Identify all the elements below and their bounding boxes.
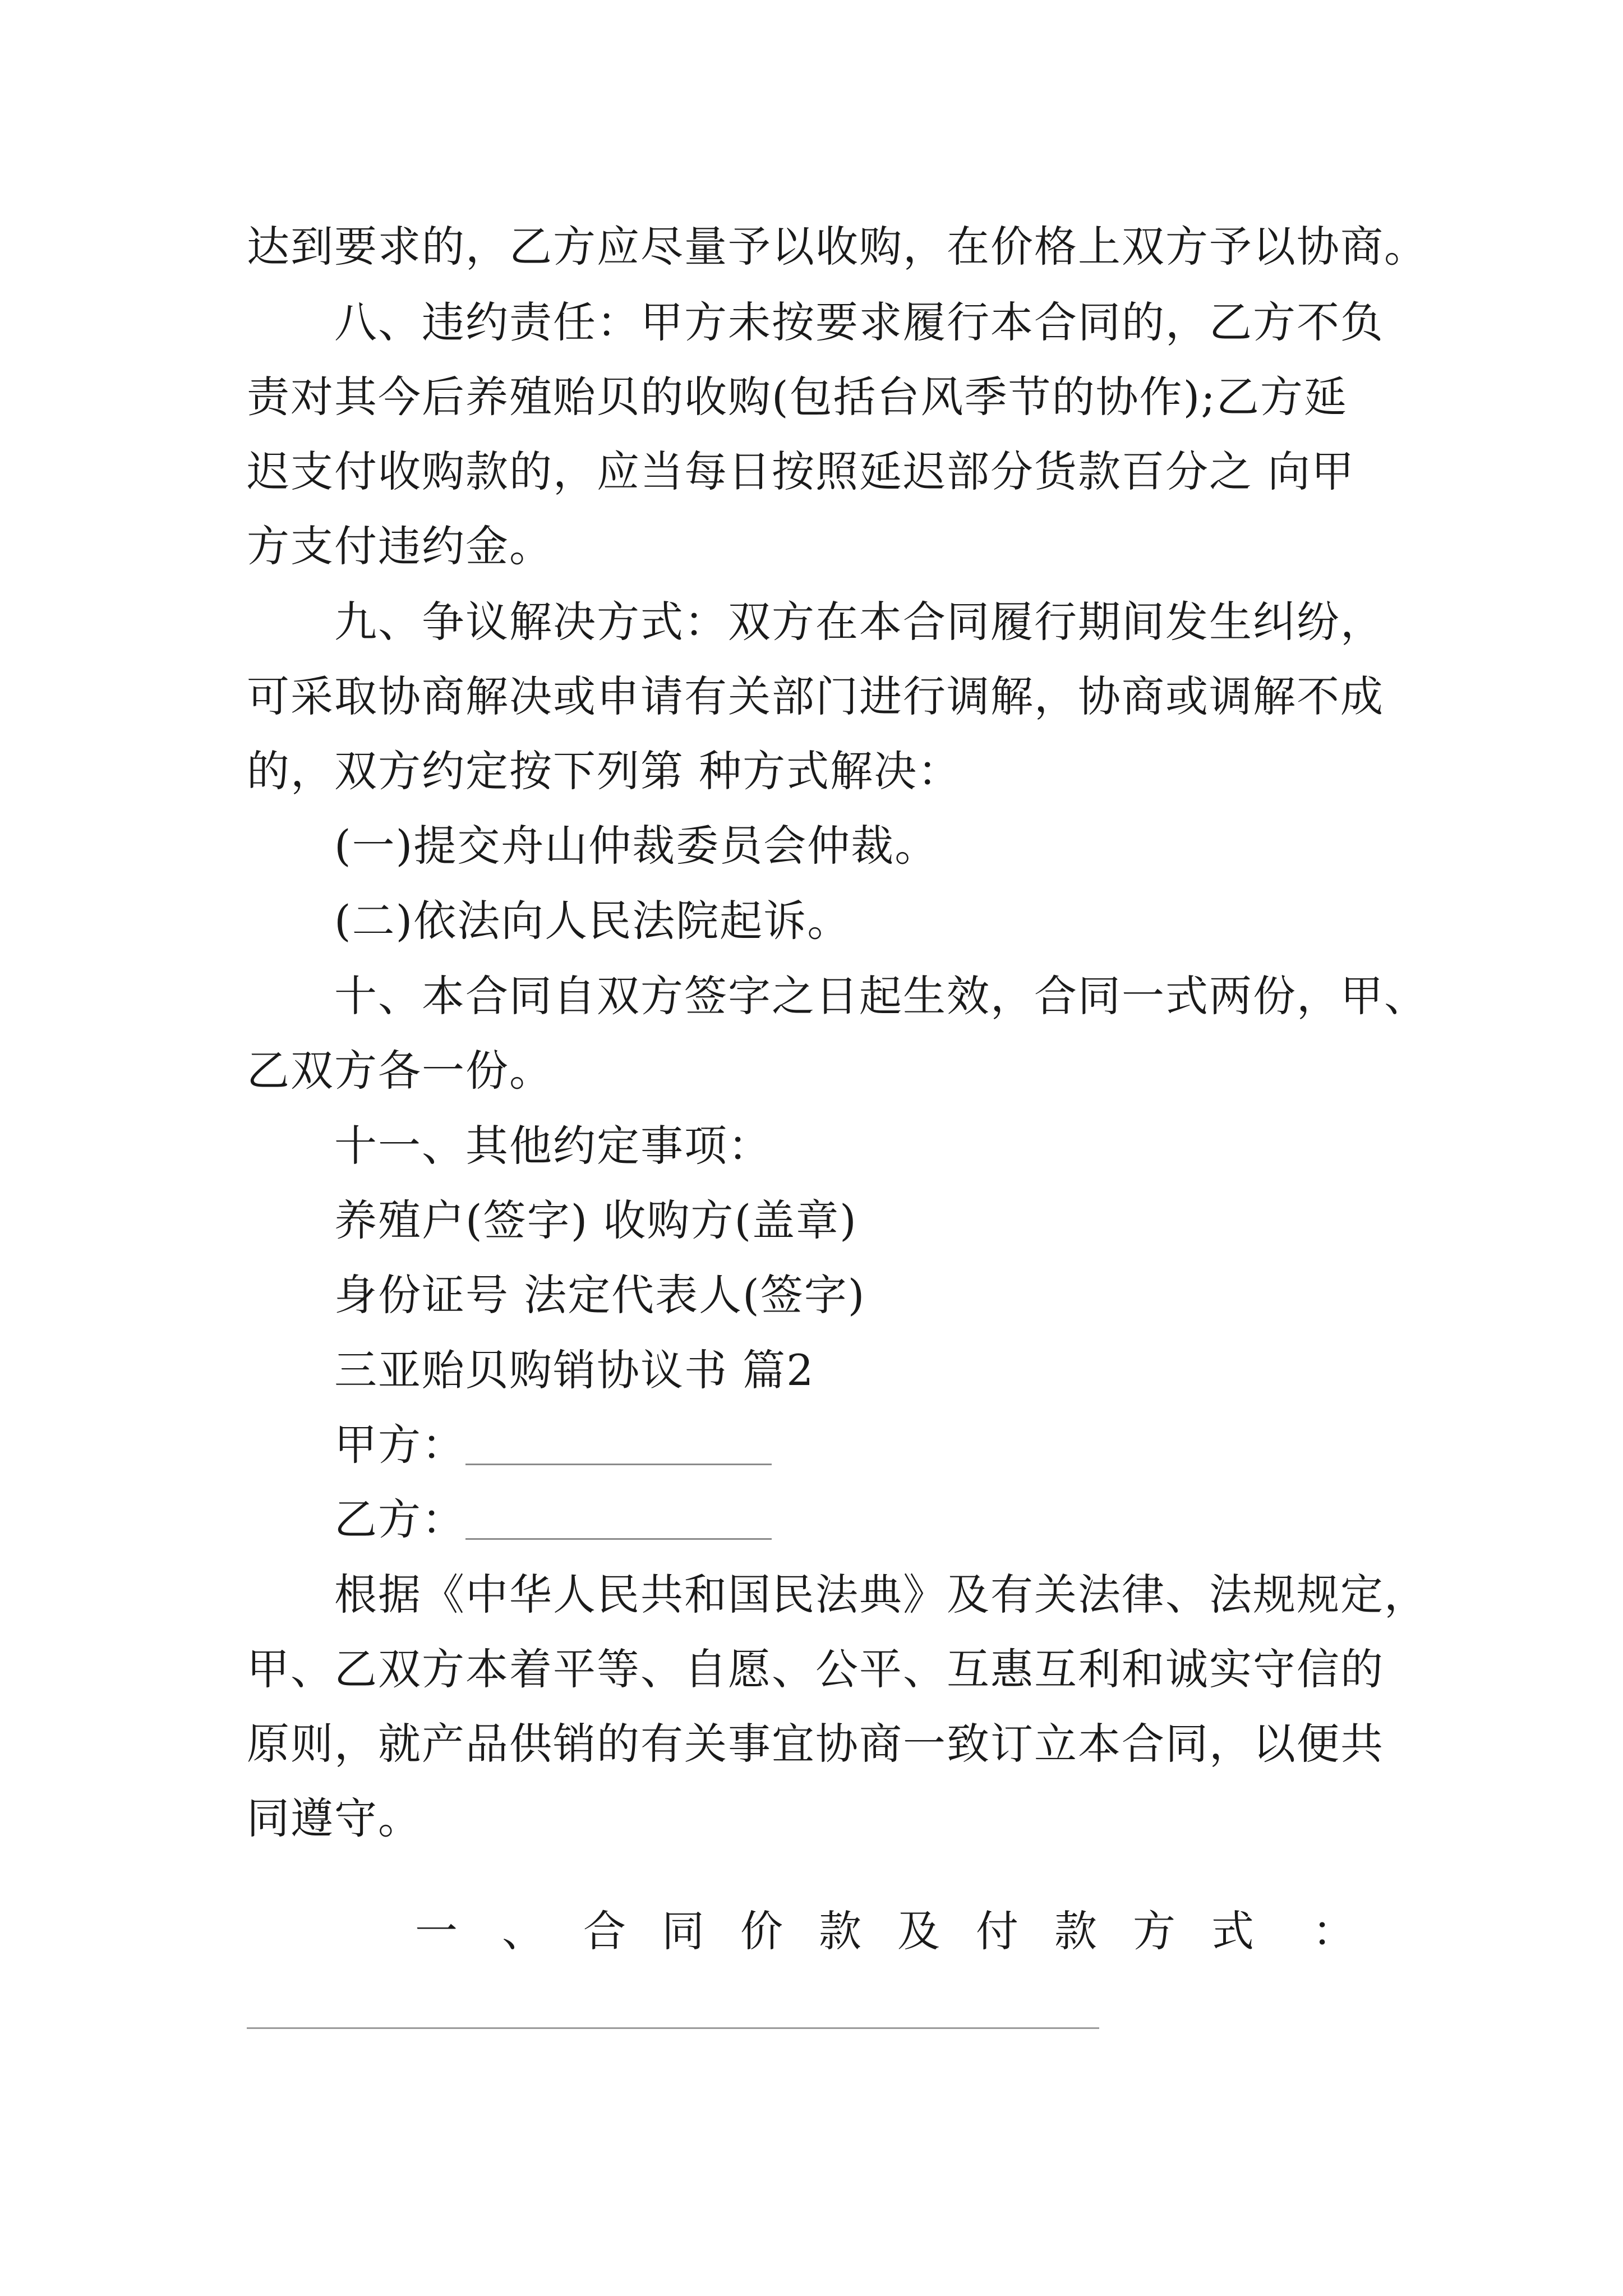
heading-char: 合 xyxy=(583,1906,626,1956)
clause-11-heading: 十一、其他约定事项： xyxy=(334,1121,772,1171)
paragraph-line: 方支付违约金。 xyxy=(247,521,553,571)
paragraph-line: 乙双方各一份。 xyxy=(247,1046,553,1096)
section-title: 三亚贻贝购销协议书 篇2 xyxy=(334,1345,815,1395)
heading-char: 及 xyxy=(897,1906,940,1956)
paragraph-line: 迟支付收购款的，应当每日按照延迟部分货款百分之 向甲 xyxy=(247,447,1355,496)
signature-line: 身份证号 法定代表人(签字) xyxy=(334,1270,866,1320)
heading-char: 、 xyxy=(502,1906,545,1956)
party-b-label: 乙方： xyxy=(334,1494,465,1544)
fill-in-blank-line xyxy=(247,2027,1099,2029)
paragraph-line: 根据《中华人民共和国民法典》及有关法律、法规规定， xyxy=(334,1570,1428,1619)
paragraph-line: 达到要求的，乙方应尽量予以收购，在价格上双方予以协商。 xyxy=(247,222,1428,272)
heading-char: 付 xyxy=(976,1906,1018,1956)
heading-char: 款 xyxy=(819,1906,861,1956)
paragraph-line: 甲、乙双方本着平等、自愿、公平、互惠互利和诚实守信的 xyxy=(247,1644,1384,1694)
signature-line: 养殖户(签字) 收购方(盖章) xyxy=(334,1195,857,1245)
paragraph-line: 可采取协商解决或申请有关部门进行调解，协商或调解不成 xyxy=(247,671,1384,721)
heading-char: 款 xyxy=(1054,1906,1097,1956)
heading-char: 式 xyxy=(1211,1906,1254,1956)
heading-char: ： xyxy=(1312,1906,1355,1956)
clause-9-heading-line: 九、争议解决方式：双方在本合同履行期间发生纠纷， xyxy=(334,597,1384,647)
heading-char: 价 xyxy=(740,1906,783,1956)
paragraph-line: 的，双方约定按下列第 种方式解决： xyxy=(247,746,962,796)
party-a-label: 甲方： xyxy=(334,1420,465,1470)
contract-price-heading xyxy=(247,1906,1374,1957)
paragraph-line: 同遵守。 xyxy=(247,1793,422,1843)
list-item: (一)提交舟山仲裁委员会仲裁。 xyxy=(334,821,939,871)
heading-char: 一 xyxy=(415,1906,458,1956)
paragraph-line: 责对其今后养殖贻贝的收购(包括台风季节的协作);乙方延 xyxy=(247,372,1348,422)
list-item: (二)依法向人民法院起诉。 xyxy=(334,896,851,946)
heading-char: 同 xyxy=(662,1906,704,1956)
clause-8-heading-line: 八、违约责任：甲方未按要求履行本合同的，乙方不负 xyxy=(334,297,1384,347)
party-a-blank xyxy=(465,1464,772,1465)
heading-char: 方 xyxy=(1133,1906,1175,1956)
paragraph-line: 原则，就产品供销的有关事宜协商一致订立本合同，以便共 xyxy=(247,1719,1384,1769)
clause-10-heading-line: 十、本合同自双方签字之日起生效，合同一式两份，甲、 xyxy=(334,971,1428,1021)
party-b-blank xyxy=(465,1538,772,1540)
